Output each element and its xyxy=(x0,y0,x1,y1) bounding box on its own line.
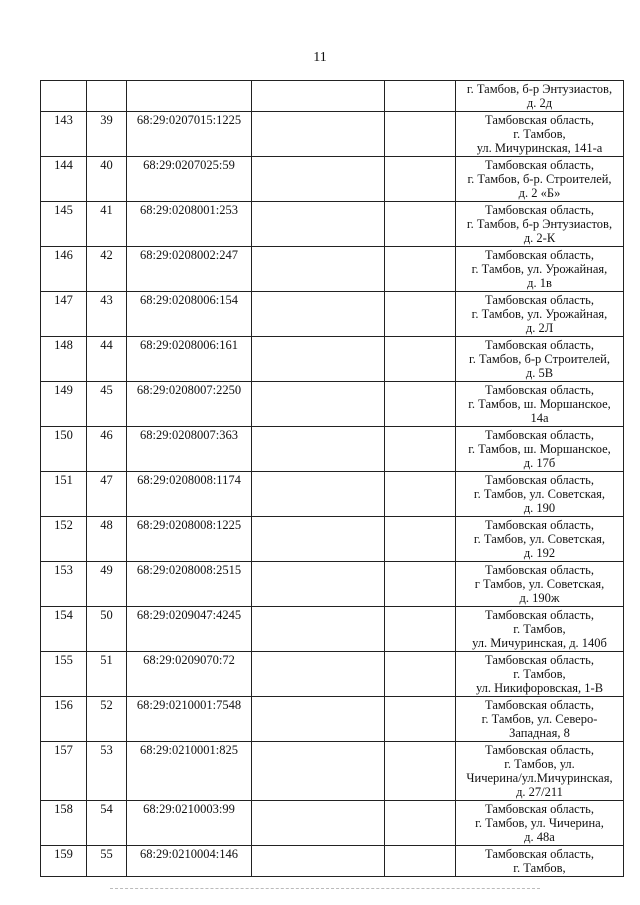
address-line: д. 2Л xyxy=(525,321,554,335)
empty-cell xyxy=(252,517,385,562)
address-line: Тамбовская область, xyxy=(485,383,594,397)
row-number: 147 xyxy=(41,292,87,337)
cadastral-number: 68:29:0210001:825 xyxy=(127,742,252,801)
address-cell xyxy=(456,517,624,562)
empty-cell xyxy=(252,382,385,427)
address-cell xyxy=(456,846,624,877)
sub-number: 53 xyxy=(87,742,127,801)
address-cell xyxy=(456,427,624,472)
empty-cell xyxy=(252,202,385,247)
empty-cell xyxy=(385,292,456,337)
registry-table xyxy=(40,80,624,877)
address-line: д. 1в xyxy=(527,276,552,290)
address-cell xyxy=(456,157,624,202)
address-line: г. Тамбов, xyxy=(513,667,566,681)
empty-cell xyxy=(385,607,456,652)
row-number: 155 xyxy=(41,652,87,697)
address-line: ул. Мичуринская, 141-а xyxy=(476,141,603,155)
sub-number: 41 xyxy=(87,202,127,247)
row-number: 144 xyxy=(41,157,87,202)
row-number: 153 xyxy=(41,562,87,607)
address-cell xyxy=(456,382,624,427)
address-line: д. 2-К xyxy=(523,231,556,245)
empty-cell xyxy=(385,202,456,247)
empty-cell xyxy=(385,337,456,382)
address-cell xyxy=(456,607,624,652)
empty-cell xyxy=(252,247,385,292)
empty-cell xyxy=(252,801,385,846)
address-line: Тамбовская область, xyxy=(485,518,594,532)
address-line: г. Тамбов, ул. Советская, xyxy=(473,487,606,501)
address-line: Тамбовская область, xyxy=(485,248,594,262)
empty-cell xyxy=(385,846,456,877)
empty-cell xyxy=(385,517,456,562)
row-number: 146 xyxy=(41,247,87,292)
sub-number xyxy=(87,81,127,112)
address-line: г. Тамбов, ш. Моршанское, xyxy=(468,397,611,411)
empty-cell xyxy=(385,382,456,427)
address-line: Тамбовская область, xyxy=(485,293,594,307)
empty-cell xyxy=(385,652,456,697)
empty-cell xyxy=(385,247,456,292)
address-cell xyxy=(456,292,624,337)
cadastral-number: 68:29:0210003:99 xyxy=(127,801,252,846)
table-row xyxy=(41,202,624,247)
address-cell xyxy=(456,81,624,112)
empty-cell xyxy=(252,607,385,652)
address-cell xyxy=(456,247,624,292)
empty-cell xyxy=(252,427,385,472)
address-line: д. 192 xyxy=(523,546,556,560)
sub-number: 45 xyxy=(87,382,127,427)
address-line: Тамбовская область, xyxy=(485,608,594,622)
sub-number: 40 xyxy=(87,157,127,202)
address-cell xyxy=(456,697,624,742)
row-number: 152 xyxy=(41,517,87,562)
address-cell xyxy=(456,801,624,846)
address-line: Тамбовская область, xyxy=(485,158,594,172)
address-line: д. 190 xyxy=(523,501,556,515)
registry-table-body xyxy=(41,81,624,877)
address-line: г. Тамбов, ул. Урожайная, xyxy=(471,307,608,321)
row-number: 149 xyxy=(41,382,87,427)
row-number: 151 xyxy=(41,472,87,517)
address-line: д. 190ж xyxy=(519,591,560,605)
address-cell xyxy=(456,562,624,607)
address-cell xyxy=(456,202,624,247)
sub-number: 44 xyxy=(87,337,127,382)
cadastral-number: 68:29:0210001:7548 xyxy=(127,697,252,742)
address-line: д. 17б xyxy=(523,456,556,470)
empty-cell xyxy=(385,562,456,607)
sub-number: 49 xyxy=(87,562,127,607)
row-number: 156 xyxy=(41,697,87,742)
address-line: д. 48а xyxy=(524,830,555,844)
address-cell xyxy=(456,112,624,157)
address-line: Тамбовская область, xyxy=(485,653,594,667)
address-line: г. Тамбов, б-р Энтузиастов, xyxy=(466,82,613,96)
cadastral-number: 68:29:0207015:1225 xyxy=(127,112,252,157)
address-line: Чичерина/ул.Мичуринская, xyxy=(466,771,613,785)
row-number: 159 xyxy=(41,846,87,877)
cadastral-number: 68:29:0208006:161 xyxy=(127,337,252,382)
empty-cell xyxy=(385,801,456,846)
address-line: г. Тамбов, ул. Чичерина, xyxy=(475,816,604,830)
table-row xyxy=(41,697,624,742)
address-line: Тамбовская область, xyxy=(485,113,594,127)
empty-cell xyxy=(252,81,385,112)
empty-cell xyxy=(385,157,456,202)
address-cell xyxy=(456,652,624,697)
cadastral-number: 68:29:0208008:1174 xyxy=(127,472,252,517)
address-line: Западная, 8 xyxy=(509,726,570,740)
address-line: г. Тамбов, ш. Моршанское, xyxy=(468,442,611,456)
sub-number: 55 xyxy=(87,846,127,877)
address-line: Тамбовская область, xyxy=(485,428,594,442)
address-cell xyxy=(456,742,624,801)
address-line: д. 5В xyxy=(525,366,554,380)
address-line: г. Тамбов, б-р Строителей, xyxy=(469,352,610,366)
row-number: 157 xyxy=(41,742,87,801)
row-number: 150 xyxy=(41,427,87,472)
cadastral-number: 68:29:0210004:146 xyxy=(127,846,252,877)
row-number: 143 xyxy=(41,112,87,157)
address-line: Тамбовская область, xyxy=(485,473,594,487)
empty-cell xyxy=(252,697,385,742)
address-line: Тамбовская область, xyxy=(485,743,594,757)
table-row xyxy=(41,562,624,607)
sub-number: 39 xyxy=(87,112,127,157)
address-line: ул. Мичуринская, д. 140б xyxy=(472,636,607,650)
table-row xyxy=(41,292,624,337)
empty-cell xyxy=(385,112,456,157)
row-number xyxy=(41,81,87,112)
sub-number: 52 xyxy=(87,697,127,742)
empty-cell xyxy=(385,472,456,517)
address-line: г. Тамбов, б-р. Строителей, xyxy=(467,172,612,186)
cadastral-number: 68:29:0209070:72 xyxy=(127,652,252,697)
empty-cell xyxy=(252,742,385,801)
address-line: Тамбовская область, xyxy=(485,847,594,861)
table-row xyxy=(41,472,624,517)
sub-number: 46 xyxy=(87,427,127,472)
cadastral-number: 68:29:0208007:363 xyxy=(127,427,252,472)
address-line: г. Тамбов, ул. Северо- xyxy=(481,712,598,726)
address-line: г. Тамбов, xyxy=(513,861,566,875)
cadastral-number: 68:29:0208008:1225 xyxy=(127,517,252,562)
row-number: 145 xyxy=(41,202,87,247)
sub-number: 42 xyxy=(87,247,127,292)
cadastral-number: 68:29:0208002:247 xyxy=(127,247,252,292)
table-row xyxy=(41,427,624,472)
table-row xyxy=(41,846,624,877)
address-line: г. Тамбов, xyxy=(513,622,566,636)
address-line: Тамбовская область, xyxy=(485,802,594,816)
empty-cell xyxy=(252,337,385,382)
cadastral-number: 68:29:0209047:4245 xyxy=(127,607,252,652)
address-line: Тамбовская область, xyxy=(485,338,594,352)
address-line: д. 27/211 xyxy=(516,785,563,799)
cadastral-number: 68:29:0208007:2250 xyxy=(127,382,252,427)
address-cell xyxy=(456,337,624,382)
empty-cell xyxy=(252,652,385,697)
cadastral-number: 68:29:0207025:59 xyxy=(127,157,252,202)
sub-number: 50 xyxy=(87,607,127,652)
table-row xyxy=(41,607,624,652)
page-number: 11 xyxy=(313,50,327,65)
table-row xyxy=(41,652,624,697)
address-line: г Тамбов, ул. Советская, xyxy=(474,577,605,591)
sub-number: 51 xyxy=(87,652,127,697)
empty-cell xyxy=(252,157,385,202)
empty-cell xyxy=(252,472,385,517)
sub-number: 47 xyxy=(87,472,127,517)
empty-cell xyxy=(252,292,385,337)
sub-number: 43 xyxy=(87,292,127,337)
table-row xyxy=(41,247,624,292)
table-row xyxy=(41,801,624,846)
address-line: г. Тамбов, xyxy=(513,127,566,141)
footer-divider xyxy=(110,888,540,889)
empty-cell xyxy=(385,427,456,472)
empty-cell xyxy=(385,697,456,742)
table-row xyxy=(41,382,624,427)
address-line: г. Тамбов, б-р Энтузиастов, xyxy=(466,217,613,231)
address-cell xyxy=(456,472,624,517)
table-row xyxy=(41,112,624,157)
address-line: г. Тамбов, ул. xyxy=(504,757,575,771)
cadastral-number: 68:29:0208001:253 xyxy=(127,202,252,247)
address-line: д. 2д xyxy=(526,96,553,110)
cadastral-number: 68:29:0208006:154 xyxy=(127,292,252,337)
empty-cell xyxy=(252,846,385,877)
empty-cell xyxy=(385,81,456,112)
sub-number: 54 xyxy=(87,801,127,846)
address-line: Тамбовская область, xyxy=(485,203,594,217)
table-row xyxy=(41,337,624,382)
row-number: 148 xyxy=(41,337,87,382)
table-row xyxy=(41,81,624,112)
row-number: 154 xyxy=(41,607,87,652)
address-line: г. Тамбов, ул. Советская, xyxy=(473,532,606,546)
address-line: г. Тамбов, ул. Урожайная, xyxy=(471,262,608,276)
table-row xyxy=(41,157,624,202)
address-line: д. 2 «Б» xyxy=(518,186,561,200)
empty-cell xyxy=(385,742,456,801)
table-row xyxy=(41,742,624,801)
row-number: 158 xyxy=(41,801,87,846)
sub-number: 48 xyxy=(87,517,127,562)
cadastral-number: 68:29:0208008:2515 xyxy=(127,562,252,607)
address-line: ул. Никифоровская, 1-В xyxy=(475,681,604,695)
empty-cell xyxy=(252,112,385,157)
address-line: Тамбовская область, xyxy=(485,563,594,577)
cadastral-number xyxy=(127,81,252,112)
table-row xyxy=(41,517,624,562)
address-line: Тамбовская область, xyxy=(485,698,594,712)
empty-cell xyxy=(252,562,385,607)
address-line: 14а xyxy=(530,411,549,425)
